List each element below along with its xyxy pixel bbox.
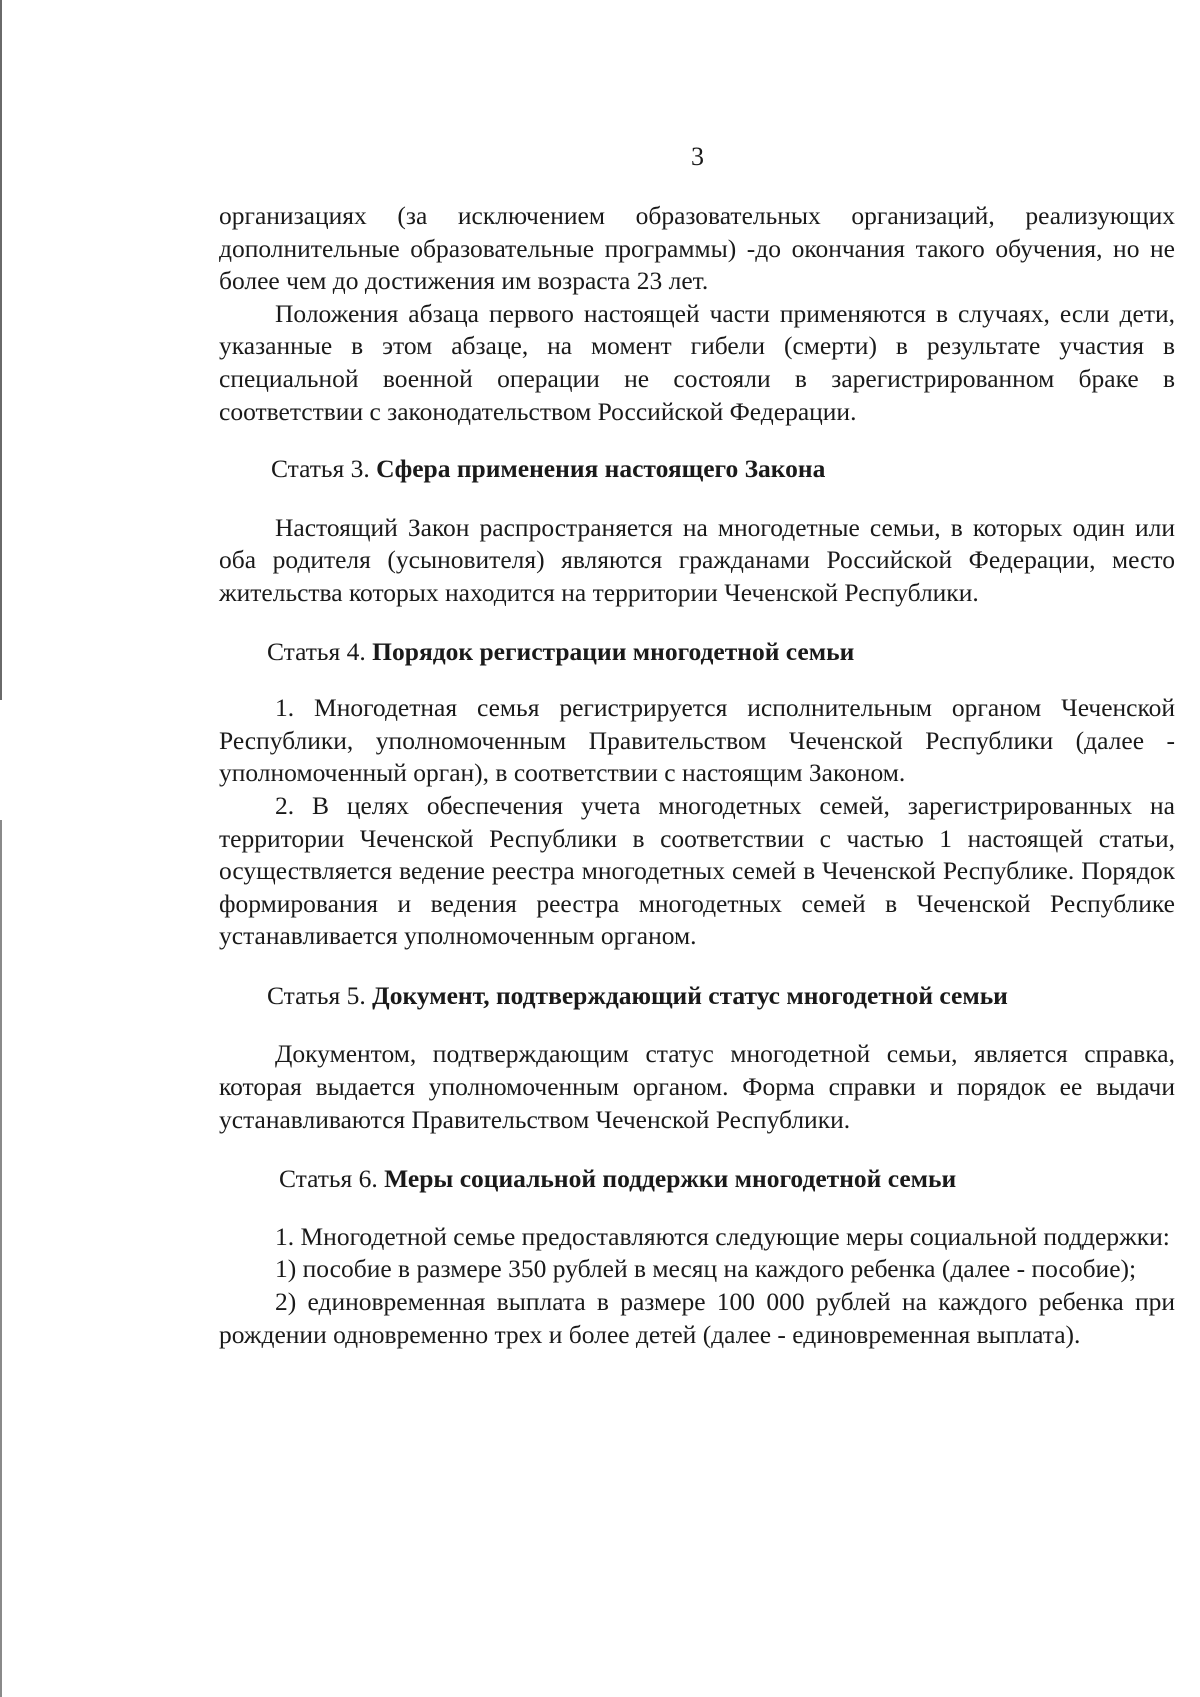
article-3-heading [219, 453, 1175, 486]
paragraph: 1. Многодетная семья регистрируется исполнительным органом Чеченской Республики, уполномоченным Правительством Чеченской Республики (далее - уполномоченный орган), в соответствии с настоящим Законом. [219, 693, 1175, 788]
article-label: Статья 3. [271, 454, 370, 484]
paragraph: Документом, подтверждающим статус многодетной семьи, является справка, которая выдается уполномоченным органом. Форма справки и порядок ее выдачи устанавливаются Правительством Чеченской Республики. [219, 1039, 1175, 1134]
article-4-heading [219, 636, 1175, 669]
paragraph: 2. В целях обеспечения учета многодетных семей, зарегистрированных на территории Чеченской Республики в соответствии с частью 1 настоящей статьи, осуществляется ведение реестра многодетных семей в Чеченской Республике. Порядок формирования и ведения реестра многодетных семей в Чеченской Республике устанавливается уполномоченным органом. [219, 790, 1175, 951]
article-title: Сфера применения настоящего Закона [376, 454, 826, 484]
page-number: 3 [691, 142, 704, 171]
scan-left-edge [0, 0, 2, 700]
paragraph: 1. Многодетной семье предоставляются следующие меры социальной поддержки: [275, 1221, 1170, 1251]
document-body [219, 200, 1175, 1351]
article-6-heading [219, 1163, 1175, 1196]
list-item: 2) единовременная выплата в размере 100 000 рублей на каждого ребенка при рождении одновременно трех и более детей (далее - единовременная выплата). [219, 1287, 1175, 1349]
paragraph: Положения абзаца первого настоящей части применяются в случаях, если дети, указанные в этом абзаце, на момент гибели (смерти) в результате участия в специальной военной операции не состояли в зарегистрированном браке в соответствии с законодательством Российской Федерации. [219, 298, 1175, 426]
article-title: Меры социальной поддержки многодетной семьи [384, 1164, 957, 1194]
article-label: Статья 6. [279, 1164, 378, 1194]
paragraph-continuation: организациях (за исключением образовательных организаций, реализующих дополнительные образовательные программы) -до окончания такого обучения, но не более чем до достижения им возраста 23 лет. [219, 201, 1175, 296]
scan-left-edge [0, 820, 2, 1697]
paragraph: Настоящий Закон распространяется на многодетные семьи, в которых один или оба родителя (усыновителя) являются гражданами Российской Федерации, место жительства которых находится на территории Чеченской Республики. [219, 512, 1175, 607]
article-title: Порядок регистрации многодетной семьи [372, 636, 855, 666]
article-label: Статья 4. [267, 636, 366, 666]
list-item: 1) пособие в размере 350 рублей в месяц на каждого ребенка (далее - пособие); [275, 1254, 1137, 1284]
article-label: Статья 5. [267, 980, 366, 1010]
article-5-heading [219, 980, 1175, 1013]
article-title: Документ, подтверждающий статус многодетной семьи [372, 980, 1008, 1010]
